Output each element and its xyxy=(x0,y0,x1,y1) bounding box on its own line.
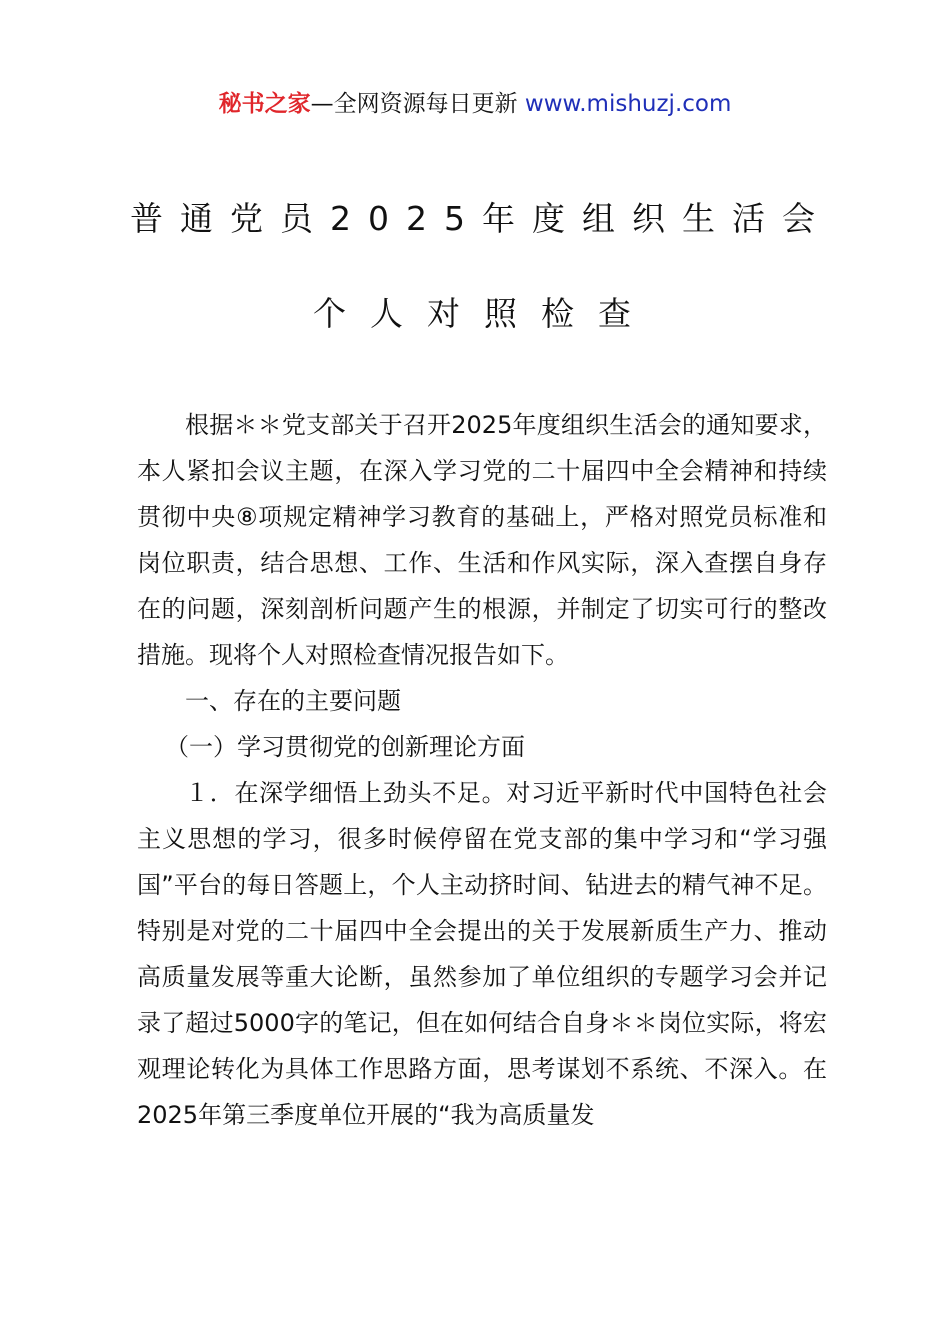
header-dash: — xyxy=(310,91,334,117)
item-paragraph: １．在深学细悟上劲头不足。对习近平新时代中国特色社会主义思想的学习，很多时候停留在党支部的集中学习和“学习强国”平台的每日答题上，个人主动挤时间、钻进去的精气神不足。特别是对党的二十届四中全会提出的关于发展新质生产力、推动高质量发展等重大论断，虽然参加了单位组织的专题学习会并记录了超过5000字的笔记，但在如何结合自身＊＊岗位实际，将宏观理论转化为具体工作思路方面，思考谋划不系统、不深入。在2025年第三季度单位开展的“我为高质量发 xyxy=(137,779,827,1129)
site-header xyxy=(0,88,950,120)
subsection-heading: （一）学习贯彻党的创新理论方面 xyxy=(165,733,525,761)
header-tagline: 全网资源每日更新 xyxy=(333,91,518,117)
document-body xyxy=(137,402,827,1138)
brand-name: 秘书之家 xyxy=(218,91,311,117)
document-title-line2: 个人对照检查 xyxy=(313,294,655,333)
intro-paragraph: 根据＊＊党支部关于召开2025年度组织生活会的通知要求，本人紧扣会议主题，在深入学习党的二十届四中全会精神和持续贯彻中央⑧项规定精神学习教育的基础上，严格对照党员标准和岗位职责，结合思想、工作、生活和作风实际，深入查摆自身存在的问题，深刻剖析问题产生的根源，并制定了切实可行的整改措施。现将个人对照检查情况报告如下。 xyxy=(137,411,827,669)
section-heading: 一、存在的主要问题 xyxy=(185,687,401,715)
site-url-link[interactable]: www.mishuzj.com xyxy=(524,91,732,117)
document-title-line1: 普通党员2025年度组织生活会 xyxy=(130,199,832,238)
